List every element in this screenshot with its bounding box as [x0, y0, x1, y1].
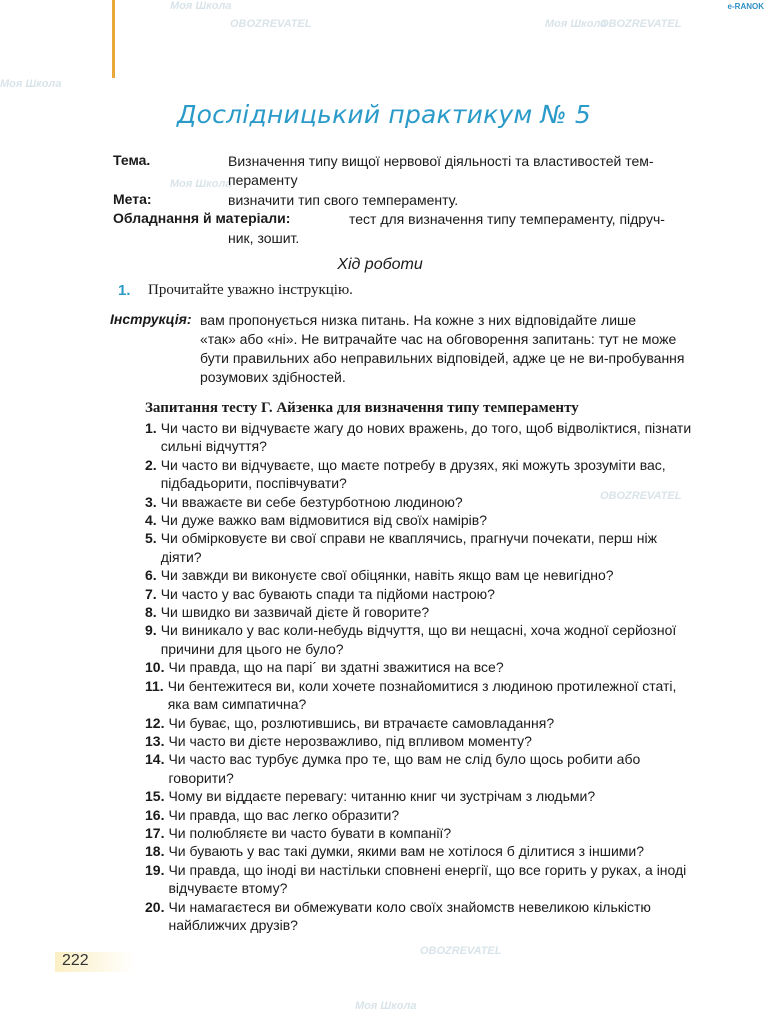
section-subtitle: Хід роботи	[337, 256, 423, 273]
question-item: 12. Чи буває, що, розлютившись, ви втрачаєте самовладання?	[145, 714, 555, 731]
page-title: Дослідницький практикум № 5	[176, 100, 592, 129]
question-item: 16. Чи правда, що вас легко образити?	[145, 806, 400, 823]
watermark: Моя Школа	[170, 0, 232, 12]
question-item: 2. Чи часто ви відчуваєте, що маєте потребу в друзях, які можуть зрозуміти вас, підбадьорити, поспівчувати?	[145, 456, 666, 492]
instruction-text: «так» або «ні». Не витрачайте час на обговорення запитань: тут не може бути правильних або неправильних відповідей, адже це не ви-пробування розумових здібностей.	[200, 331, 685, 385]
topic-line-1: Визначення типу вищої нервової діяльності та властивостей тем-	[228, 153, 654, 169]
accent-bar	[112, 0, 115, 78]
materials-line-1: тест для визначення типу темпераменту, підруч-	[349, 211, 665, 227]
watermark: OBOZREVATEL	[420, 945, 502, 957]
watermark: OBOZREVATEL	[230, 18, 312, 30]
question-item: 8. Чи швидко ви зазвичай дієте й говорите?	[145, 604, 430, 621]
question-item: 14. Чи часто вас турбує думка про те, що вам не слід було щось робити або говорити?	[145, 751, 641, 786]
topic-label: Тема.	[113, 152, 151, 168]
questions-list	[145, 419, 701, 934]
brand-logo: e-RANOK	[727, 2, 764, 11]
step-text: Прочитайте уважно інструкцію.	[148, 282, 353, 298]
question-item: 20. Чи намагаєтеся ви обмежувати коло своїх знайомств невеликою кількістю найближчих друзів?	[145, 898, 651, 933]
question-item: 1. Чи часто ви відчуваєте жагу до нових вражень, до того, щоб відволіктися, пізнати сильні відчуття?	[145, 420, 692, 455]
watermark: Моя Школа	[545, 18, 607, 30]
watermark: Моя Школа	[170, 178, 232, 190]
question-item: 17. Чи полюбляєте ви часто бувати в компанії?	[145, 824, 452, 841]
question-item: 11. Чи бентежитеся ви, коли хочете познайомитися з людиною протилежної статі, яка вам симпатична?	[145, 677, 677, 713]
topic-line-2: пераменту	[228, 172, 298, 188]
question-item: 15. Чому ви віддаєте перевагу: читанню книг чи зустрічам з людьми?	[145, 788, 596, 805]
goal-label: Мета:	[113, 191, 152, 207]
question-item: 19. Чи правда, що іноді ви настільки сповнені енергії, що все горить у руках, а іноді відчуваєте втому?	[145, 861, 687, 897]
questions-heading: Запитання тесту Г. Айзенка для визначення типу темпераменту	[145, 400, 579, 416]
question-item: 9. Чи виникало у вас коли-небудь відчуття, що ви нещасні, хоча жодної серйозної причини для цього не було?	[145, 622, 677, 657]
watermark: Моя Школа	[355, 1000, 417, 1012]
goal-text: визначити тип свого темпераменту.	[228, 192, 459, 208]
question-item: 4. Чи дуже важко вам відмовитися від своїх намірів?	[145, 512, 487, 529]
question-item: 3. Чи вважаєте ви себе безтурботною людиною?	[145, 493, 463, 510]
watermark: OBOZREVATEL	[600, 18, 682, 30]
question-item: 5. Чи обмірковуєте ви свої справи не кваплячись, прагнучи почекати, перш ніж діяти?	[145, 530, 657, 565]
question-item: 18. Чи бувають у вас такі думки, якими вам не хотілося б ділитися з іншими?	[145, 843, 645, 860]
question-item: 10. Чи правда, що на парі´ ви здатні зважитися на все?	[145, 659, 504, 676]
watermark: OBOZREVATEL	[600, 490, 682, 502]
materials-line-2: ник, зошит.	[228, 230, 300, 246]
question-item: 7. Чи часто у вас бувають спади та підйоми настрою?	[145, 585, 495, 602]
page-number: 222	[62, 952, 89, 969]
instruction-first-line: вам пропонується низка питань. На кожне з них відповідайте лише	[200, 312, 637, 328]
question-item: 13. Чи часто ви дієте нерозважливо, під впливом моменту?	[145, 732, 532, 749]
question-item: 6. Чи завжди ви виконуєте свої обіцянки, навіть якщо вам це невигідно?	[145, 567, 614, 584]
instruction-label: Інструкція:	[110, 311, 192, 327]
watermark: Моя Школа	[0, 78, 62, 90]
step-number: 1.	[118, 282, 131, 299]
materials-label: Обладнання й матеріали:	[113, 210, 291, 226]
